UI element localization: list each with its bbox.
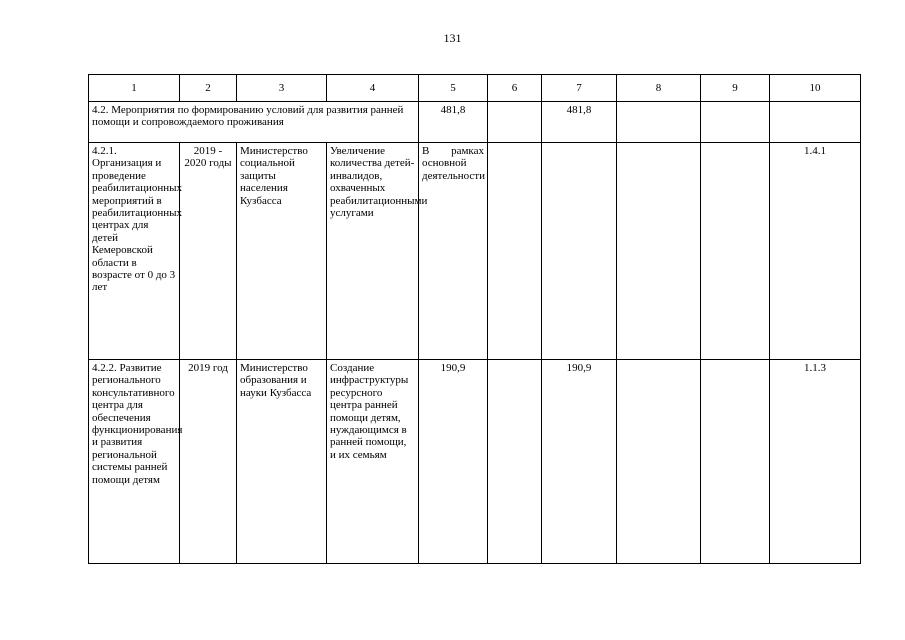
header-cell: 8 bbox=[617, 75, 701, 102]
cell-9 bbox=[701, 360, 770, 564]
header-cell: 10 bbox=[770, 75, 861, 102]
section-cell-8 bbox=[617, 102, 701, 143]
period-cell: 2019 год bbox=[180, 360, 237, 564]
section-cell-6 bbox=[488, 102, 542, 143]
section-cell-7: 481,8 bbox=[542, 102, 617, 143]
cell-6 bbox=[488, 143, 542, 360]
cell-8 bbox=[617, 143, 701, 360]
table-row bbox=[89, 360, 861, 564]
cell-7: 190,9 bbox=[542, 360, 617, 564]
header-cell: 7 bbox=[542, 75, 617, 102]
header-cell: 3 bbox=[237, 75, 327, 102]
section-row bbox=[89, 102, 861, 143]
activity-name-cell: 4.2.2. Развитие регионального консультативного центра для обеспечения функционирования и развития региональной системы ранней помощи детям bbox=[89, 360, 180, 564]
period-cell: 2019 - 2020 годы bbox=[180, 143, 237, 360]
indicator-cell: 1.1.3 bbox=[770, 360, 861, 564]
section-cell-10 bbox=[770, 102, 861, 143]
section-title: 4.2. Мероприятия по формированию условий для развития ранней помощи и сопровождаемого проживания bbox=[89, 102, 419, 143]
header-cell: 1 bbox=[89, 75, 180, 102]
table-row bbox=[89, 143, 861, 360]
header-cell: 5 bbox=[419, 75, 488, 102]
cell-9 bbox=[701, 143, 770, 360]
funding-cell: 190,9 bbox=[419, 360, 488, 564]
header-cell: 2 bbox=[180, 75, 237, 102]
header-cell: 9 bbox=[701, 75, 770, 102]
section-total-cell: 481,8 bbox=[419, 102, 488, 143]
executor-cell: Министерство социальной защиты населения Кузбасса bbox=[237, 143, 327, 360]
table-header-row bbox=[89, 75, 861, 102]
result-cell: Создание инфраструктуры ресурсного центра ранней помощи детям, нуждающимся в ранней помощи, и их семьям bbox=[327, 360, 419, 564]
cell-7 bbox=[542, 143, 617, 360]
page-number: 131 bbox=[443, 31, 462, 45]
program-activities-table bbox=[88, 74, 861, 564]
activity-name-cell: 4.2.1. Организация и проведение реабилитационных мероприятий в реабилитационных центрах для детей Кемеровской области в возрасте от 0 до 3 лет bbox=[89, 143, 180, 360]
funding-cell: В рамках основной деятельности bbox=[419, 143, 488, 360]
section-cell-9 bbox=[701, 102, 770, 143]
indicator-cell: 1.4.1 bbox=[770, 143, 861, 360]
header-cell: 4 bbox=[327, 75, 419, 102]
executor-cell: Министерство образования и науки Кузбасса bbox=[237, 360, 327, 564]
cell-8 bbox=[617, 360, 701, 564]
header-cell: 6 bbox=[488, 75, 542, 102]
cell-6 bbox=[488, 360, 542, 564]
result-cell: Увеличение количества детей-инвалидов, охваченных реабилитационными услугами bbox=[327, 143, 419, 360]
